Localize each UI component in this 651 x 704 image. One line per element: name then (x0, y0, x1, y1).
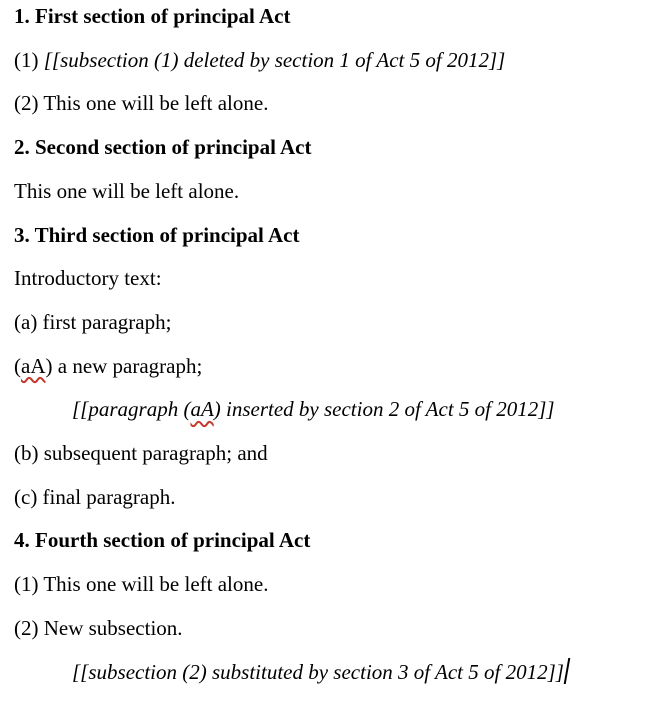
amendment-note-paragraph-aA[interactable] (14, 388, 645, 432)
subsection-4-2[interactable] (14, 607, 645, 651)
text-run: ( (14, 353, 21, 378)
text-run: Introductory text: (14, 266, 162, 291)
text-run: (b) subsequent paragraph; and (14, 441, 268, 466)
section-2-heading[interactable] (14, 126, 645, 170)
text-run: (a) first paragraph; (14, 309, 172, 334)
text-run: (1) (14, 47, 44, 72)
paragraph-aA[interactable] (14, 345, 645, 389)
section-3-intro[interactable] (14, 257, 645, 301)
text-run: This one will be left alone. (14, 178, 240, 203)
paragraph-b[interactable] (14, 432, 645, 476)
text-run: (c) final paragraph. (14, 484, 176, 509)
text-run: 1. First section of principal Act (14, 4, 291, 28)
paragraph-a[interactable] (14, 301, 645, 345)
text-run: (2) This one will be left alone. (14, 91, 269, 116)
section-4-heading[interactable] (14, 519, 645, 563)
subsection-1-1[interactable] (14, 39, 645, 83)
text-insertion-caret (564, 658, 570, 684)
amendment-note-subsection-4-2[interactable] (14, 651, 645, 695)
subsection-4-1[interactable] (14, 563, 645, 607)
text-run: 2. Second section of principal Act (14, 135, 312, 160)
text-run: [[paragraph ( (72, 397, 191, 422)
text-run: ) a new paragraph; (45, 353, 203, 378)
misspelled-word[interactable]: aA (190, 397, 214, 422)
text-run: [[subsection (2) substituted by section 3 of Act 5 of 2012]] (72, 659, 564, 684)
text-run: (2) New subsection. (14, 615, 183, 640)
paragraph-c[interactable] (14, 476, 645, 520)
section-3-heading[interactable] (14, 214, 645, 258)
text-run: (1) This one will be left alone. (14, 572, 269, 597)
text-run: [[subsection (1) deleted by section 1 of Act 5 of 2012]] (43, 47, 506, 72)
misspelled-word[interactable]: aA (21, 353, 46, 378)
text-run: 4. Fourth section of principal Act (14, 528, 311, 553)
section-2-body[interactable] (14, 170, 645, 214)
text-run: ) inserted by section 2 of Act 5 of 2012]] (213, 397, 555, 422)
text-run: 3. Third section of principal Act (14, 222, 300, 247)
subsection-1-2[interactable] (14, 82, 645, 126)
section-1-heading[interactable] (14, 0, 645, 39)
